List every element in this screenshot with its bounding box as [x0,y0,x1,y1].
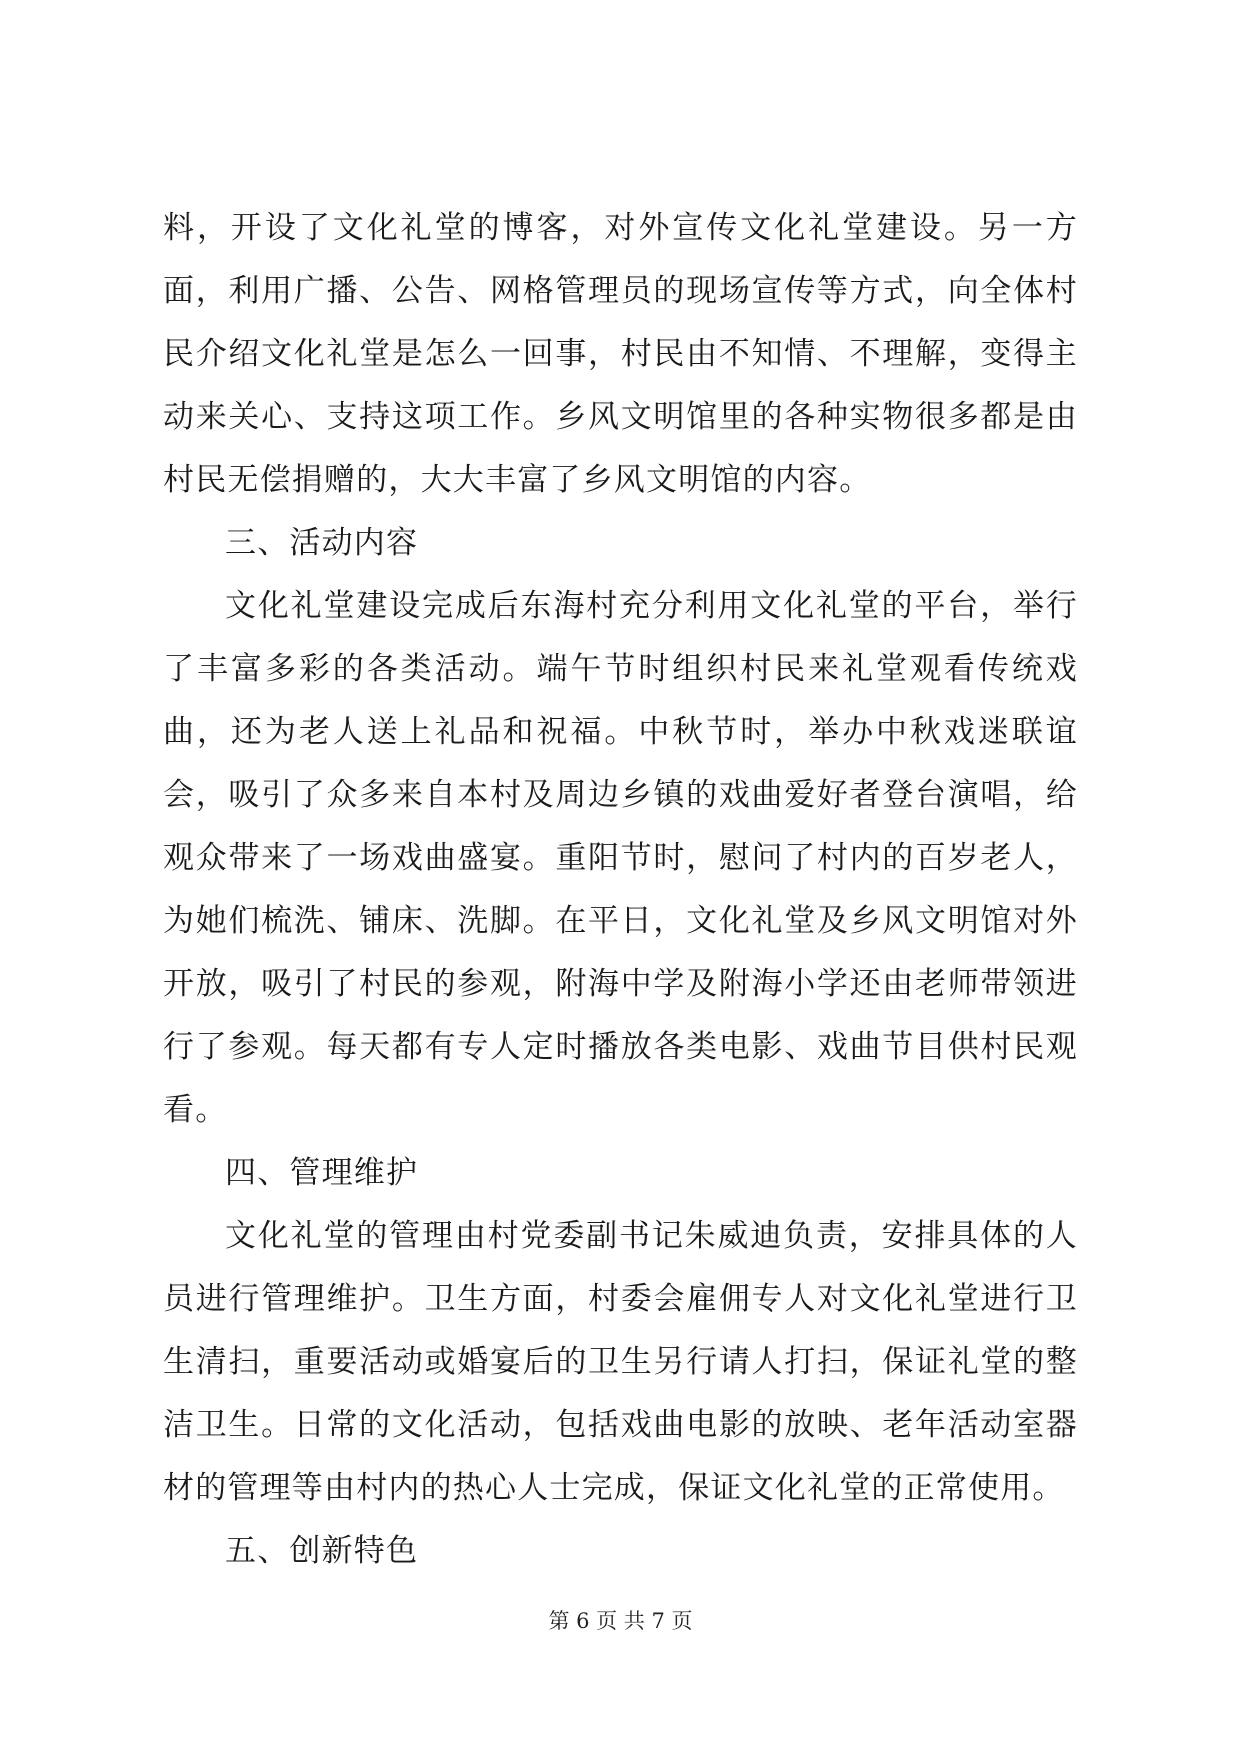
section-heading-innovation: 五、创新特色 [225,1533,419,1569]
paragraph-management: 文化礼堂的管理由村党委副书记朱威迪负责，安排具体的人员进行管理维护。卫生方面，村委会雇佣专人对文化礼堂进行卫生清扫，重要活动或婚宴后的卫生另行请人打扫，保证礼堂的整洁卫生。日常的文化活动，包括戏曲电影的放映、老年活动室器材的管理等由村内的热心人士完成，保证文化礼堂的正常使用。 [163,1218,1078,1506]
paragraph-activities: 文化礼堂建设完成后东海村充分利用文化礼堂的平台，举行了丰富多彩的各类活动。端午节时组织村民来礼堂观看传统戏曲，还为老人送上礼品和祝福。中秋节时，举办中秋戏迷联谊会，吸引了众多来自本村及周边乡镇的戏曲爱好者登台演唱，给观众带来了一场戏曲盛宴。重阳节时，慰问了村内的百岁老人，为她们梳洗、铺床、洗脚。在平日，文化礼堂及乡风文明馆对外开放，吸引了村民的参观，附海中学及附海小学还由老师带领进行了参观。每天都有专人定时播放各类电影、戏曲节目供村民观看。 [163,588,1078,1128]
section-heading-activities: 三、活动内容 [225,525,419,561]
paragraph-publicity: 料，开设了文化礼堂的博客，对外宣传文化礼堂建设。另一方面，利用广播、公告、网格管理员的现场宣传等方式，向全体村民介绍文化礼堂是怎么一回事，村民由不知情、不理解，变得主动来关心、支持这项工作。乡风文明馆里的各种实物很多都是由村民无偿捐赠的，大大丰富了乡风文明馆的内容。 [163,210,1078,498]
section-heading-management: 四、管理维护 [225,1155,419,1191]
page-number-footer: 第 6 页 共 7 页 [548,1609,693,1633]
document-body [163,197,1078,1583]
